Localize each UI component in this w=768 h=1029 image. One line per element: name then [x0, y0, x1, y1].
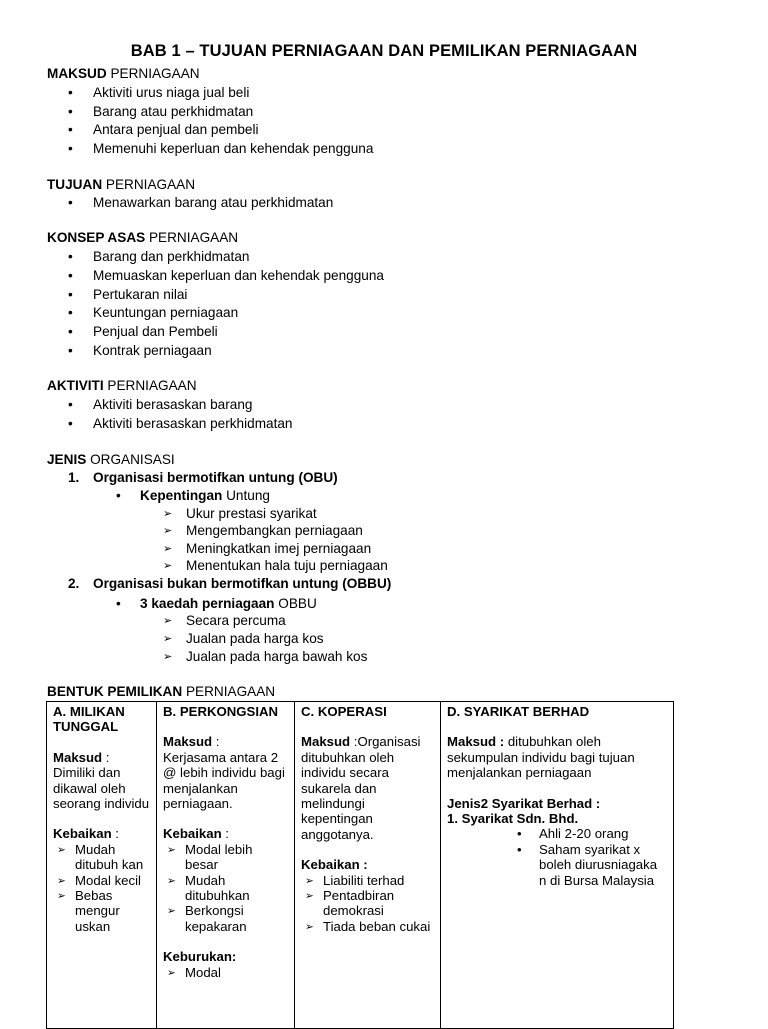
list-item: ➢ Tiada beban cukai [305, 918, 431, 934]
list-item: ➢ Modal lebih besar [167, 841, 253, 873]
col-heading: A. MILIKAN TUNGGAL [53, 704, 125, 735]
list-item: ➢ Modal [167, 964, 221, 980]
col-heading: B. PERKONGSIAN [163, 704, 279, 719]
list-item: ➢ Modal kecil [57, 872, 141, 888]
maksud-text: Dimiliki dan dikawal oleh seorang individu [53, 765, 150, 812]
kebaikan-label: Kebaikan : [53, 826, 119, 842]
org2-heading: 2. Organisasi bukan bermotifkan untung (OBBU) [68, 576, 392, 591]
list-item: ➢ Berkongsi kepakaran [167, 903, 247, 934]
ownership-table [46, 701, 674, 1029]
list-item: ➢ Pentadbiran demokrasi [305, 888, 395, 919]
maksud-line: Maksud :Organisasi ditubuhkan oleh individu secara sukarela dan melindungi kepentingan anggotanya. [301, 734, 421, 842]
maksud-text: Kerjasama antara 2 @ lebih individu bagi menjalankan perniagaan. [163, 749, 285, 812]
kebaikan-label: Kebaikan : [163, 826, 229, 842]
section-aktiviti-heading: AKTIVITI PERNIAGAAN [47, 378, 197, 393]
section-jenis-heading: JENIS ORGANISASI [47, 452, 175, 467]
page-title: BAB 1 – TUJUAN PERNIAGAAN DAN PEMILIKAN PERNIAGAAN [130, 42, 638, 60]
col-heading: D. SYARIKAT BERHAD [447, 704, 590, 719]
maksud-line: Maksud : ditubuhkan oleh sekumpulan individu bagi tujuan menjalankan perniagaan [447, 734, 635, 781]
list-item: ➢ Liabiliti terhad [305, 872, 405, 888]
kebaikan-label: Kebaikan : [301, 857, 368, 873]
maksud-label: Maksud : [163, 734, 220, 750]
keburukan-label: Keburukan: [163, 949, 237, 965]
section-tujuan-heading: TUJUAN PERNIAGAAN [47, 177, 196, 192]
list-item: ➢ Mudah ditubuhkan [167, 872, 250, 904]
list-item: ➢ Bebas mengur uskan [57, 888, 120, 934]
col-milikan-tunggal [47, 702, 157, 1029]
list-item: ➢ Mudah ditubuh kan [57, 841, 144, 873]
col-syarikat-berhad [441, 702, 674, 1029]
org1-heading: 1. Organisasi bermotifkan untung (OBU) [68, 470, 338, 485]
section-konsep-heading: KONSEP ASAS PERNIAGAAN [47, 230, 239, 245]
section-maksud-heading: MAKSUD PERNIAGAAN [47, 66, 200, 81]
col-perkongsian [157, 702, 295, 1029]
sdn-bhd-label: 1. Syarikat Sdn. Bhd. [447, 811, 579, 827]
col-koperasi [295, 702, 441, 1029]
section-bentuk-heading: BENTUK PEMILIKAN PERNIAGAAN [47, 684, 276, 699]
jenis-label: Jenis2 Syarikat Berhad : [447, 795, 601, 811]
maksud-label: Maksud : [53, 749, 110, 765]
col-heading: C. KOPERASI [301, 704, 387, 719]
list-item: • Ahli 2-20 orang [517, 826, 629, 842]
list-item: • Saham syarikat x boleh diurusniagaka n di Bursa Malaysia [517, 841, 658, 888]
